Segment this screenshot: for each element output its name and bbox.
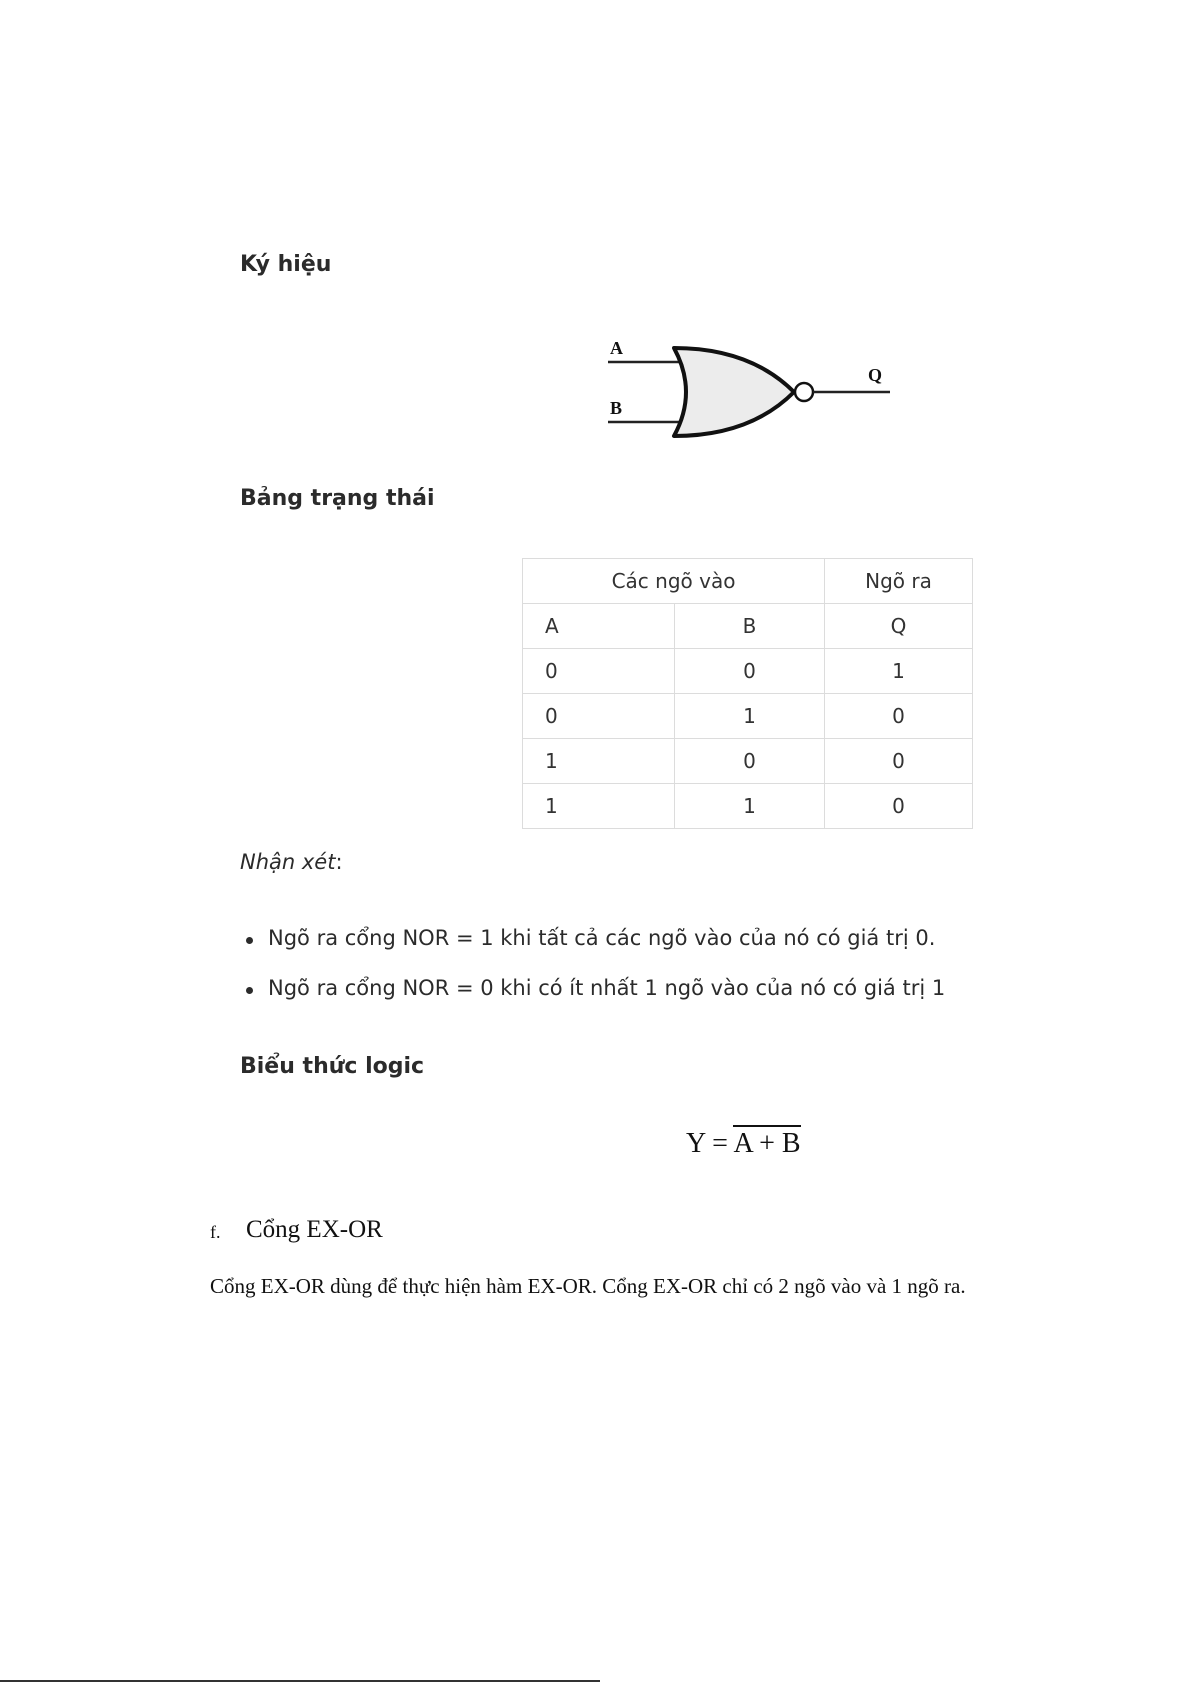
state-table-heading: Bảng trạng thái bbox=[240, 486, 435, 511]
remarks-list bbox=[240, 926, 945, 1026]
column-header-q: Q bbox=[825, 604, 973, 649]
output-q-label: Q bbox=[868, 365, 883, 385]
nor-gate-diagram bbox=[600, 330, 900, 448]
cell-q: 0 bbox=[825, 739, 973, 784]
cell-b: 0 bbox=[675, 739, 825, 784]
output-group-header: Ngõ ra bbox=[825, 559, 973, 604]
table-row bbox=[523, 784, 973, 829]
cell-b: 0 bbox=[675, 649, 825, 694]
cell-q: 0 bbox=[825, 694, 973, 739]
cell-a: 1 bbox=[523, 739, 675, 784]
logic-formula bbox=[686, 1128, 801, 1160]
cell-q: 1 bbox=[825, 649, 973, 694]
cell-a: 0 bbox=[523, 694, 675, 739]
nor-gate-body bbox=[674, 348, 794, 436]
section-number: f. bbox=[210, 1222, 221, 1242]
formula-lhs: Y = bbox=[686, 1128, 734, 1159]
remarks-colon: : bbox=[335, 850, 343, 874]
footer-divider bbox=[0, 1680, 600, 1682]
input-b-label: B bbox=[610, 398, 623, 418]
remarks-label-line bbox=[240, 850, 343, 874]
column-header-a: A bbox=[523, 604, 675, 649]
logic-heading: Biểu thức logic bbox=[240, 1054, 425, 1079]
exor-title: Cổng EX-OR bbox=[246, 1216, 383, 1243]
cell-a: 1 bbox=[523, 784, 675, 829]
column-header-b: B bbox=[675, 604, 825, 649]
table-row bbox=[523, 649, 973, 694]
inputs-group-header: Các ngõ vào bbox=[523, 559, 825, 604]
table-row bbox=[523, 739, 973, 784]
table-row bbox=[523, 694, 973, 739]
input-a-label: A bbox=[610, 338, 623, 358]
cell-b: 1 bbox=[675, 784, 825, 829]
exor-body: Cổng EX-OR dùng để thực hiện hàm EX-OR. Cổng EX-OR chỉ có 2 ngõ vào và 1 ngõ ra. bbox=[210, 1274, 966, 1298]
cell-b: 1 bbox=[675, 694, 825, 739]
list-item: Ngõ ra cổng NOR = 1 khi tất cả các ngõ vào của nó có giá trị 0. bbox=[240, 926, 945, 950]
table-column-header-row bbox=[523, 604, 973, 649]
inversion-bubble bbox=[795, 383, 813, 401]
symbol-heading: Ký hiệu bbox=[240, 252, 332, 277]
cell-q: 0 bbox=[825, 784, 973, 829]
table-group-header-row bbox=[523, 559, 973, 604]
remarks-label: Nhận xét bbox=[240, 850, 336, 874]
cell-a: 0 bbox=[523, 649, 675, 694]
truth-table bbox=[522, 558, 973, 829]
formula-rhs-negated: A + B bbox=[733, 1125, 800, 1159]
list-item: Ngõ ra cổng NOR = 0 khi có ít nhất 1 ngõ vào của nó có giá trị 1 bbox=[240, 976, 945, 1000]
